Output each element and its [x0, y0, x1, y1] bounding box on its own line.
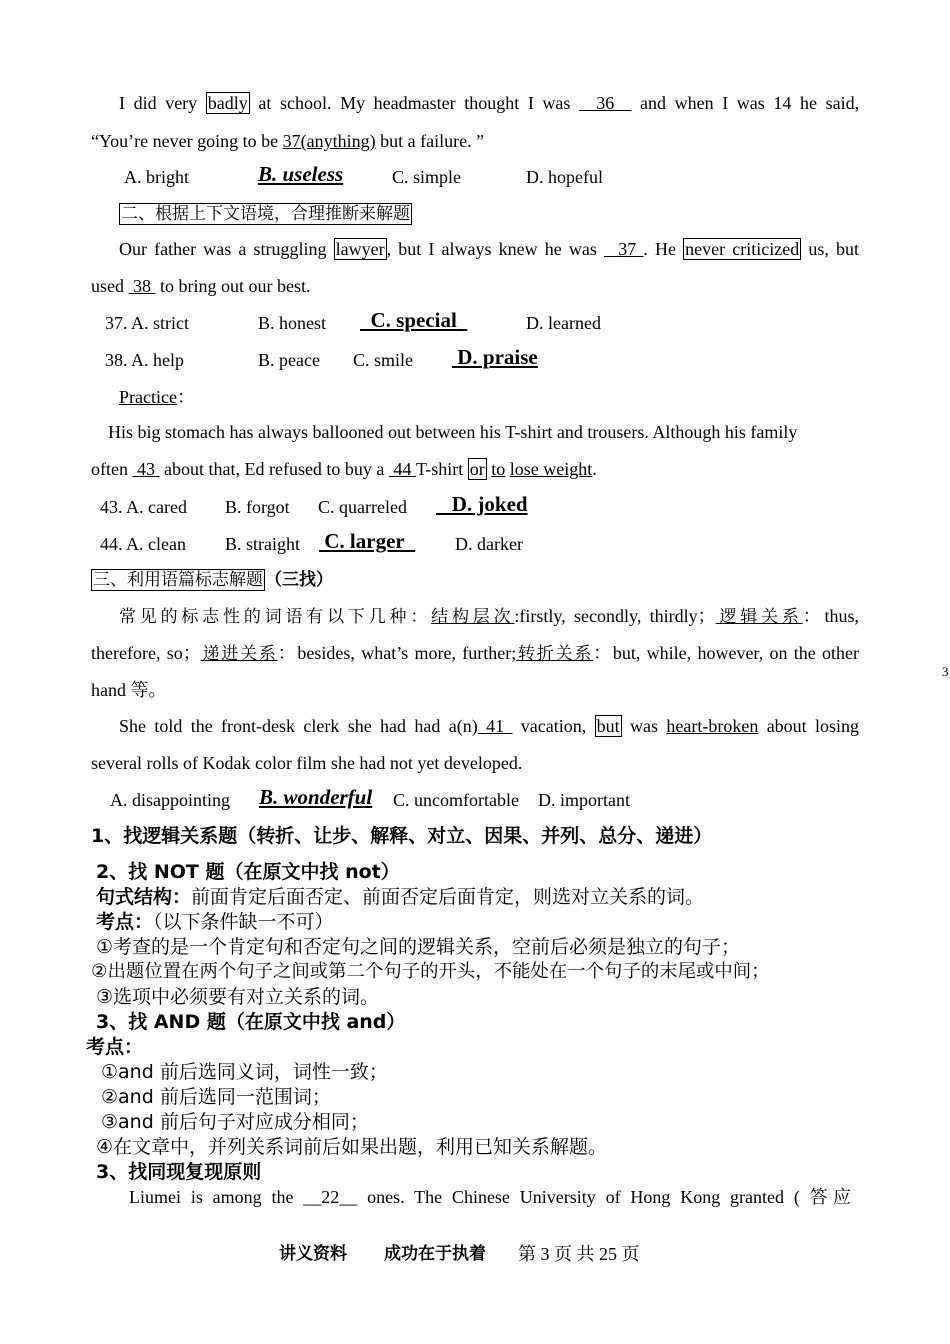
text: about losing: [766, 716, 860, 736]
blank-number: 38: [133, 276, 151, 296]
blank-38: [129, 276, 156, 296]
option-d: D. darker: [455, 534, 523, 554]
option-b: B. honest: [258, 313, 327, 333]
option-a: A. disappointing: [110, 790, 230, 810]
answer-text: D. praise: [457, 345, 538, 369]
underlined-phrase: 37(anything): [282, 131, 376, 151]
blank-41: [478, 716, 513, 736]
text: was: [630, 716, 659, 736]
option-d: D. hopeful: [526, 167, 603, 187]
text: ：besides, what’s more, further;: [277, 643, 517, 663]
option-c: C. quarreled: [318, 497, 407, 517]
text: She told the front-desk clerk she had had a(n): [119, 716, 478, 736]
text: I did very: [119, 93, 198, 113]
p5-line1: [119, 715, 859, 737]
p4-line3: [91, 679, 167, 701]
rule-2-item-3: ③选项中必须要有对立关系的词。: [96, 986, 380, 1008]
q41-options: [0, 785, 950, 813]
p4-line1: [119, 605, 859, 628]
option-d-answer: [436, 493, 528, 515]
rule-3-item-2: ②and 前后选同一范围词；: [101, 1086, 331, 1108]
rule-3-item-4: ④在文章中，并列关系词前后如果出题，利用已知关系解题。: [96, 1136, 608, 1158]
p2-line1: [119, 238, 859, 260]
blank-36: [579, 93, 631, 113]
section-subtitle: （三找）: [265, 570, 333, 590]
option-c-answer: [360, 309, 467, 331]
text: often: [91, 459, 128, 479]
footer-doc-type: 讲义资料: [279, 1244, 347, 1264]
text: about that, Ed refused to buy a: [163, 459, 385, 479]
rule-1: 1、找逻辑关系题（转折、让步、解释、对立、因果、并列、总分、递进）: [91, 825, 713, 847]
blank-22: __22__: [303, 1187, 358, 1207]
practice-title: Practice: [119, 387, 177, 407]
p1-line2: [91, 130, 484, 152]
option-a: 44. A. clean: [100, 534, 186, 554]
rule-2-item-2: ②出题位置在两个句子之间或第二个句子的开头，不能处在一个句子的末尾或中间；: [91, 961, 770, 982]
text: Our father was a struggling: [119, 239, 327, 259]
text: at school. My headmaster thought I was: [258, 93, 571, 113]
text: “You’re never going to be: [91, 131, 279, 151]
side-page-number: 3: [942, 664, 949, 679]
rule-2-structure: [96, 886, 704, 908]
text: hand 等。: [91, 680, 167, 700]
practice-label: [119, 386, 195, 408]
option-a: 43. A. cared: [100, 497, 187, 517]
text: us, but: [808, 239, 860, 259]
rule-3-item-3: ③and 前后句子对应成分相同；: [101, 1111, 369, 1133]
page-number: 第 3 页 共 25 页: [518, 1244, 640, 1264]
underlined-phrase: lose weight: [509, 459, 593, 479]
option-c-answer: [319, 530, 415, 552]
text: . He: [643, 239, 677, 259]
boxed-word: lawyer: [335, 239, 385, 259]
option-a: 38. A. help: [105, 350, 184, 370]
underlined-word: to: [491, 459, 506, 479]
text: but a failure. ”: [380, 131, 485, 151]
option-d-answer: [452, 346, 538, 368]
section-2-heading: [119, 203, 412, 225]
q36-options: [0, 162, 950, 190]
boxed-word: or: [469, 459, 485, 479]
blank-number: 41: [486, 716, 505, 736]
text: His big stomach has always ballooned out between his T-shirt and trousers. Although his family: [108, 422, 798, 442]
boxed-word: but: [596, 716, 620, 736]
blank-number: 44: [393, 459, 412, 479]
underlined-word: heart-broken: [666, 716, 759, 736]
q37-options: [0, 308, 950, 336]
option-c: C. uncomfortable: [393, 790, 519, 810]
p1-line1: [119, 92, 859, 114]
underlined-term: 递进关系: [200, 644, 278, 664]
blank-37: [604, 239, 643, 259]
rule-3: 3、找 AND 题（在原文中找 and）: [96, 1011, 406, 1033]
section-3-heading: [91, 569, 333, 591]
text: ones. The Chinese University of Hong Kong granted ( 答应: [367, 1187, 851, 1207]
label: 句式结构：: [96, 886, 192, 908]
underlined-term: 结构层次: [431, 607, 515, 627]
page-footer: [0, 1243, 950, 1267]
option-b: B. peace: [258, 350, 320, 370]
option-c: C. simple: [392, 167, 462, 187]
option-b-answer: B. wonderful: [259, 785, 373, 809]
text: 前面肯定后面否定、前面否定后面肯定，则选对立关系的词。: [191, 886, 705, 908]
p4-line2: [91, 642, 859, 665]
text: and when I was 14 he said,: [640, 93, 860, 113]
label: 考点：: [96, 911, 154, 933]
option-a: 37. A. strict: [105, 313, 189, 333]
answer-text: C. larger: [324, 529, 405, 553]
blank-44: [389, 459, 416, 479]
answer-text: D. joked: [451, 492, 528, 516]
rule-2: 2、找 NOT 题（在原文中找 not）: [96, 861, 400, 883]
rule-2-points: [96, 911, 334, 933]
q43-options: [0, 492, 950, 520]
text: （以下条件缺一不可）: [153, 911, 334, 933]
answer-text: C. special: [370, 308, 457, 332]
p3-line2: [91, 458, 597, 480]
rule-2-item-1: ①考查的是一个肯定句和否定句之间的逻辑关系，空前后必须是独立的句子；: [96, 936, 741, 958]
option-b-answer: B. useless: [258, 162, 344, 186]
rule-3-points: 考点：: [86, 1036, 144, 1058]
option-c: C. smile: [353, 350, 414, 370]
text: several rolls of Kodak color film she had not yet developed.: [91, 753, 523, 773]
option-a: A. bright: [124, 167, 189, 187]
blank-number: 36: [596, 93, 615, 113]
p3-line1: [108, 421, 797, 443]
blank-43: [132, 459, 159, 479]
option-d: D. important: [538, 790, 630, 810]
q38-options: [0, 345, 950, 373]
footer-motto: 成功在于执着: [384, 1244, 486, 1264]
p6-line1: [129, 1186, 851, 1208]
rule-3-item-1: ①and 前后选同义词，词性一致；: [101, 1061, 388, 1083]
text: 常见的标志性的词语有以下几种：: [119, 607, 432, 627]
text: , but I always knew he was: [386, 239, 597, 259]
p5-line2: [91, 752, 522, 774]
option-b: B. straight: [225, 534, 300, 554]
text: ：thus,: [802, 606, 860, 626]
text: :firstly, secondly, thirdly；: [514, 606, 716, 626]
boxed-phrase: never criticized: [685, 239, 800, 259]
underlined-term: 逻辑关系: [715, 607, 803, 627]
text: ：but, while, however, on the other: [593, 643, 860, 663]
section-title: 三、利用语篇标志解题: [93, 570, 263, 590]
text: T-shirt: [415, 459, 464, 479]
text: therefore, so；: [91, 643, 201, 663]
rule-4: 3、找同现复现原则: [96, 1161, 262, 1183]
underlined-term: 转折关系: [516, 644, 594, 664]
q44-options: [0, 529, 950, 557]
option-b: B. forgot: [225, 497, 290, 517]
blank-number: 37: [618, 239, 637, 259]
text: vacation,: [520, 716, 587, 736]
colon: ：: [176, 387, 195, 407]
text: .: [592, 459, 597, 479]
option-d: D. learned: [526, 313, 601, 333]
text: Liumei is among the: [129, 1187, 294, 1207]
text: used: [91, 276, 124, 296]
text: to bring out our best.: [160, 276, 311, 296]
boxed-word: badly: [207, 93, 248, 113]
blank-number: 43: [136, 459, 155, 479]
p2-line2: [91, 275, 311, 297]
section-title: 二、根据上下文语境，合理推断来解题: [121, 204, 410, 224]
